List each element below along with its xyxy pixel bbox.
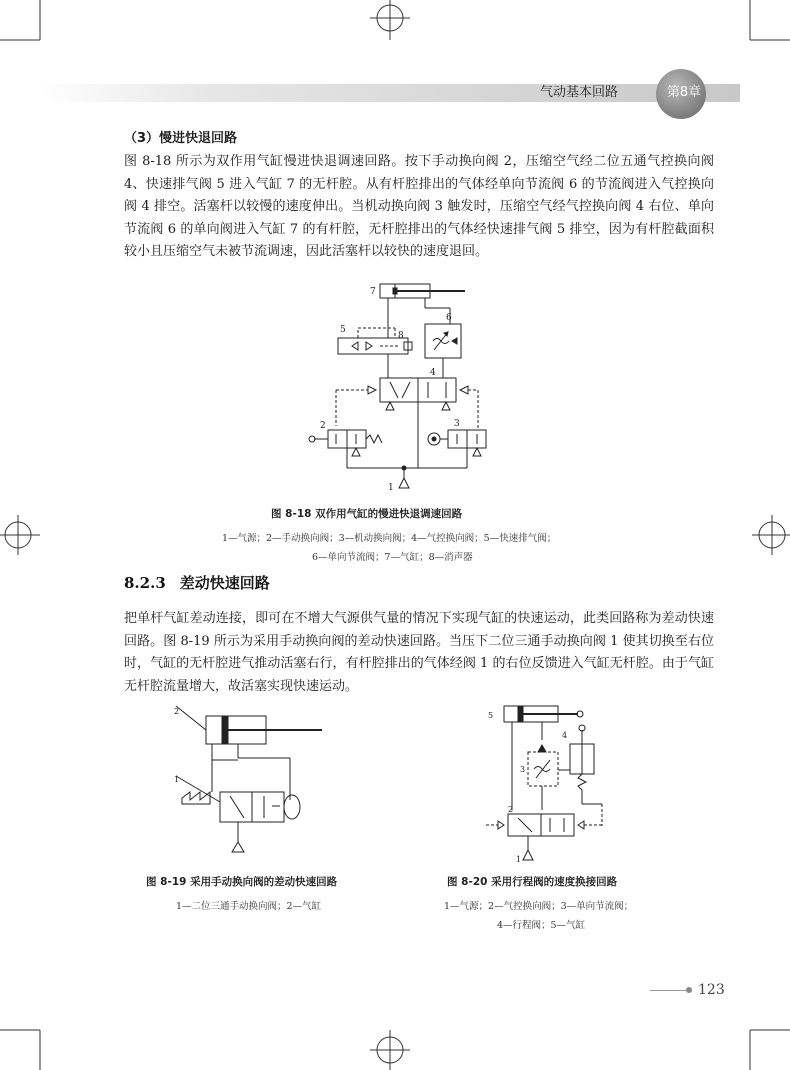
fig818-label-6: 6 <box>446 313 452 323</box>
registration-target-left <box>0 515 40 555</box>
subsection-heading <box>124 572 270 593</box>
fig820-label-1: 1 <box>516 855 522 864</box>
cylinder-5 <box>504 706 583 722</box>
air-source <box>232 842 244 852</box>
figure-8-18-title: 图 8-18 双作用气缸的慢进快退调速回路 <box>271 508 463 520</box>
figure-8-18-legend-line2: 6—单向节流阀；7—气缸；8—消声器 <box>312 552 473 563</box>
fig818-label-8: 8 <box>398 331 404 341</box>
registration-target-bottom <box>370 1030 410 1070</box>
page-number-dot <box>686 987 692 993</box>
figure-8-20-title: 图 8-20 采用行程阀的速度换接回路 <box>447 876 618 888</box>
fig818-label-1: 1 <box>388 483 394 493</box>
figure-8-20-legend-line1: 1—气源；2—气控换向阀；3—单向节流阀； <box>444 901 634 912</box>
subsection-title: 差动快速回路 <box>179 574 270 592</box>
cylinder-7 <box>380 284 465 298</box>
subsection-paragraph: 把单杆气缸差动连接，即可在不增大气源供气量的情况下实现气缸的快速运动，此类回路称为差动快速回路。图 8-19 所示为采用手动换向阀的差动快速回路。当压下二位三通手动换向阀 1 使其切换至右位时，气缸的无杆腔进气推动活塞右行，有杆腔排出的气体经阀 1 的右位反馈进入气缸无杆腔。由于气缸无杆腔流量增大，故活塞实现快速运动。 <box>124 611 714 694</box>
throttle-valve-6 <box>425 324 461 358</box>
registration-target-top <box>370 0 410 40</box>
cylinder-2 <box>206 716 322 744</box>
subsection-number: 8.2.3 <box>124 574 166 592</box>
fig820-label-2: 2 <box>508 805 514 814</box>
pilot-valve-2 <box>508 814 574 836</box>
fig819-label-1: 1 <box>174 775 180 784</box>
figure-8-18-legend-line1: 1—气源；2—手动换向阀；3—机动换向阀；4—气控换向阀；5—快速排气阀； <box>222 533 557 544</box>
fig819-label-2: 2 <box>174 707 180 716</box>
figure-8-20-diagram <box>484 700 614 865</box>
fig818-label-5: 5 <box>340 325 346 335</box>
air-source-1 <box>523 850 533 860</box>
air-source-1 <box>399 478 409 488</box>
fig820-label-4: 4 <box>562 731 568 740</box>
manual-valve-2 <box>309 430 382 456</box>
fig818-label-7: 7 <box>370 287 376 297</box>
silencer-8 <box>404 342 412 350</box>
chapter-title: 气动基本回路 <box>540 85 619 100</box>
fig820-label-5: 5 <box>488 711 494 720</box>
header-band <box>40 84 740 102</box>
manual-valve-1 <box>182 792 300 822</box>
figure-8-19-legend: 1—二位三通手动换向阀；2—气缸 <box>176 901 322 912</box>
page-number-rule <box>650 990 688 991</box>
stroke-valve-4 <box>570 725 594 790</box>
figure-8-18-diagram <box>300 278 490 498</box>
section-heading: （3）慢进快退回路 <box>124 131 238 146</box>
figure-8-19-title: 图 8-19 采用手动换向阀的差动快速回路 <box>146 876 338 888</box>
chapter-label: 第8章 <box>666 85 702 100</box>
throttle-valve-3 <box>528 745 558 786</box>
page-number: 123 <box>698 982 725 998</box>
figure-8-19-diagram <box>172 702 322 862</box>
fig818-label-2: 2 <box>320 421 326 431</box>
section-paragraph: 图 8-18 所示为双作用气缸慢进快退调速回路。按下手动换向阀 2，压缩空气经二位五通气控换向阀 4、快速排气阀 5 进入气缸 7 的无杆腔。从有杆腔排出的气体经单向节流阀 6 的节流阀进入气控换向阀 4 排空。活塞杆以较慢的速度伸出。当机动换向阀 3 触发时，压缩空气经气控换向阀 4 右位、单向节流阀 6 的单向阀进入气缸 7 的有杆腔，无杆腔排出的气体经快速排气阀 5 排空，因为有杆腔截面积较小且压缩空气未被节流调速，因此活塞杆以较快的速度退回。 <box>124 154 714 259</box>
registration-target-right <box>752 515 790 555</box>
fig820-label-3: 3 <box>520 765 526 774</box>
mechanical-valve-3 <box>428 430 486 456</box>
fig818-label-4: 4 <box>430 368 436 378</box>
figure-8-20-legend-line2: 4—行程阀；5—气缸 <box>497 920 586 931</box>
fig818-label-3: 3 <box>454 419 460 429</box>
